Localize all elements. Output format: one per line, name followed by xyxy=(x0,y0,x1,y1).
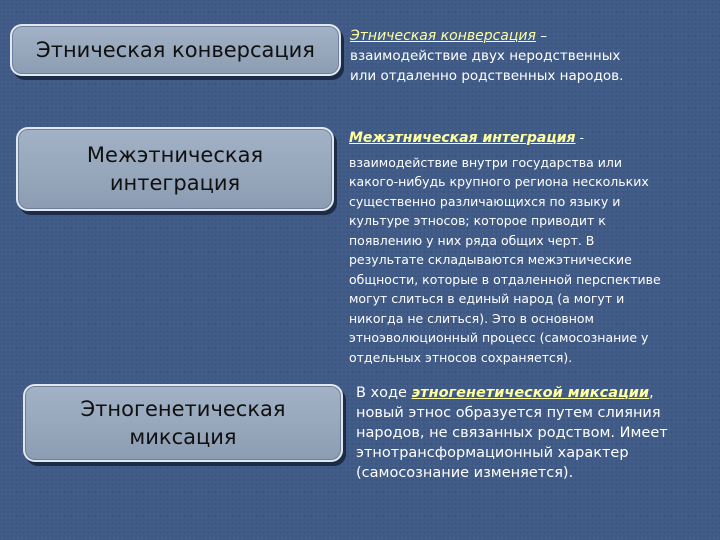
concept-box-label: Межэтническая интеграция xyxy=(86,143,264,195)
definition-interethnic-integration xyxy=(349,128,694,367)
definition-line: народов, не связанных родством. Имеет xyxy=(356,425,668,441)
definition-term: этногенетической миксации xyxy=(411,385,650,401)
definition-line: взаимодействие двух неродственных xyxy=(350,48,621,64)
definition-line: появлению у них ряда общих черт. В xyxy=(349,232,595,248)
definition-prefix: В ходе xyxy=(356,385,412,401)
definition-line: могут слиться в единый народ (а могут и xyxy=(349,291,625,306)
definition-ethnogenetic-mixing xyxy=(356,383,706,483)
term-suffix: – xyxy=(535,28,547,44)
definition-line: этнотрансформационный характер xyxy=(356,445,629,461)
definition-line: какого-нибудь крупного региона нескольких xyxy=(349,174,649,189)
definition-heading-line xyxy=(356,383,706,403)
definition-line: существенно различающихся по языку и xyxy=(349,193,621,209)
definition-line: никогда не слиться). Это в основном xyxy=(349,310,594,326)
definition-term: Межэтническая интеграция xyxy=(349,130,576,146)
term-suffix: - xyxy=(575,130,585,145)
definition-line: новый этнос образуется путем слияния xyxy=(356,405,661,421)
concept-box-ethnic-conversion xyxy=(10,24,341,76)
definition-term: Этническая конверсация xyxy=(350,28,536,44)
definition-line: взаимодействие внутри государства или xyxy=(349,154,623,170)
definition-line: общности, которые в отдаленной перспективе xyxy=(349,271,661,287)
concept-box-interethnic-integration xyxy=(16,127,334,211)
concept-box-ethnogenetic-mixing xyxy=(23,384,343,462)
definition-line: отдельных этносов сохраняется). xyxy=(349,349,573,365)
definition-line: этноэволюционный процесс (самосознание у xyxy=(349,330,649,345)
definition-line: или отдаленно родственных народов. xyxy=(350,68,624,84)
concept-box-label: Этногенетическая миксация xyxy=(80,397,286,449)
definition-line: (самосознание изменяется). xyxy=(356,465,574,481)
definition-heading-line xyxy=(349,128,694,149)
definition-line: культуре этносов; которое приводит к xyxy=(349,213,606,228)
concept-box-label: Этническая конверсация xyxy=(36,38,315,62)
term-suffix: , xyxy=(649,385,654,401)
definition-heading-line xyxy=(350,26,680,46)
definition-line: результате складываются межэтнические xyxy=(349,252,632,267)
definition-ethnic-conversion xyxy=(350,26,680,86)
